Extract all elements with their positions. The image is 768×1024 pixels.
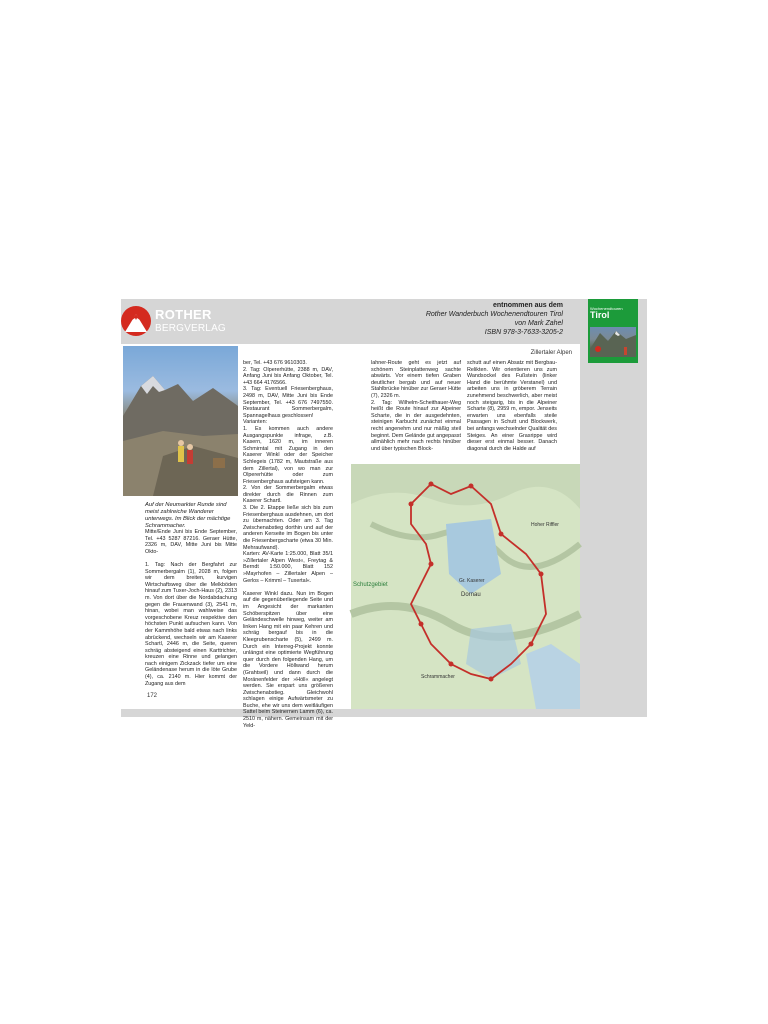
map-label-dornau: Dornau <box>461 592 481 598</box>
right-page-column-1: lahner-Route geht es jetzt auf schönem Steinplattenweg sachte abwärts. Vor einem tiefen Graben deutlicher bergab und auf neuer Stahlbrücke hinüber zur Geraer Hütte (7), 2326 m. 2. Tag: Wilhelm-Scheithauer-Weg heißt die Route hinauf zur Alpeiner Scharte, die in der ausgedehnten, steinigen Karbucht zunächst einmal recht angenehm und nur mäßig steil beginnt. Dem Gelände gut angepasst allmählich mehr nach rechts hinüber und über typischen Block- <box>371 360 461 452</box>
hikers-photo <box>123 346 238 496</box>
map-label-riffler: Hoher Riffler <box>531 522 559 528</box>
source-note <box>313 301 563 337</box>
left-page <box>121 344 381 729</box>
source-line-3: von Mark Zahel <box>514 320 563 327</box>
publisher-name: ROTHER <box>155 307 212 322</box>
photo-caption: Auf der Neumarkter Runde sind meist zahlreiche Wanderer unterwegs. Im Blick der mächtige Schrammacher. <box>145 502 231 529</box>
left-page-column-2: ber, Tel. +43 676 9610303. 2. Tag: Olpererhütte, 2388 m, DAV, Anfang Juni bis Anfang Oktober, Tel. +43 664 4176566. 3. Tag: Eventuell Friesenberghaus, 2498 m, DAV, Mitte Juni bis Ende September, Tel. +43 676 7497550. Restaurant Sommerbergalm, Spannagelhaus geschlossen! Varianten: 1. Es kommen auch andere Ausgangspunkte infrage, z.B. Kasern, 1620 m, im inneren Schmirntal mit Zugang in den Kaserer Winkl oder der Speicher Schlegeis (1782 m, Mautstraße aus dem Zillertal), von wo man zur Olpererhütte oder zum Friesenberghaus aufsteigen kann. 2. Von der Sommerbergalm etwas direkter durch die Rinnen zum Kaserer Schartl. 3. Die 2. Etappe ließe sich bis zum Friesenberghaus ausdehnen, um dort zu übernachten. Oder am 3. Tag Zwischenabstieg dorthin und auf der anderen Kerseite im Bogen bis unter die Friesenbergscharte (etwa 30 Min. Mehraufwand). Karten: AV-Karte 1:25.000, Blatt 35/1 »Zillertaler Alpen West«, Freytag & Berndt 1:50.000, Blatt 152 »Mayrhofen – Zillertaler Alpen – Gerlos – Krimml – Tuxertal«. Kaserer Winkl dazu. Nun im Bogen auf die gegenüberliegende Seite und im Angesicht der markanten Schöberspitzen über eine Geländeschwelle hinweg, weiter am linken Hang mit ein paar Kehren und schräg bergauf bis in die Kleegrubenscharte (5), 2499 m. Durch ein Interreg-Projekt konnte unlängst eine optimierte Wegführung quer durch den folgenden Hang, um die Vordere Höllwand herum (Grahtseil) und dann durch die Moränenfelder der »Höll« angelegt werden. Sie erspart uns größeren Zwischenabstieg. Gleichwohl schlagen einige Aufwärtsmeter zu Buche, ehe wir uns dem weitläufigen Sattel beim Steinernen Lamm (6), ca. 2510 m, nähern. Gemeinsam mit der Yeld- <box>243 360 333 729</box>
publisher-logo <box>121 301 231 341</box>
source-line-1: entnommen aus dem <box>492 302 563 309</box>
source-line-2: Rother Wanderbuch Wochenendtouren Tirol <box>425 311 563 318</box>
book-cover <box>588 299 638 363</box>
book-cover-series: Wochenendtouren <box>590 306 623 311</box>
book-cover-top-bar <box>588 299 638 306</box>
mountain-logo-icon <box>121 306 151 336</box>
region-header: Zillertaler Alpen <box>530 350 572 356</box>
map-label-kaserer: Gr. Kaserer <box>459 578 485 584</box>
route-map <box>351 464 580 709</box>
book-cover-photo <box>590 327 636 357</box>
publisher-sub: BERGVERLAG <box>155 323 226 334</box>
book-cover-title: Tirol <box>590 310 610 320</box>
right-page-column-2: schutt auf einen Absatz mit Bergbau-Relikten. Wir orientieren uns zum Wandsockel des Fußstein (linker Hand die berühmte Verstanel) und arbeiten uns in gröberem Terrain zunehmend beschwerlich, aber meist noch steigarig, bis in die Alpeiner Scharte (8), 2959 m, empor. Jenseits erwarten uns ebenfalls steile Passagen in Schutt und Blockwerk, bei anfangs wechselnder Qualität des Steiges. An einer Grasrippe wird dieser erst einmal besser. Danach diagonal durch die Halde auf <box>467 360 557 452</box>
page-number: 172 <box>147 693 158 699</box>
left-page-column-1: Mitte/Ende Juni bis Ende September, Tel. +43 5287 87216. Geraer Hütte, 2326 m, DAV, Mitte Juni bis Mitte Okto- 1. Tag: Nach der Bergfahrt zur Sommerbergalm (1), 2028 m, folgen wir dem breiten, kurvigen Wirtschaftsweg über die Melkböden hinauf zum Tuxer-Joch-Haus (2), 2313 m. Von dort über die Nordabdachung gegen die Frauenwand (3), 2541 m, hinan, wobei man wahlweise das vorgeschobene Kreuz respektive den höchsten Punkt aufsuchen kann. Von der Kammhöhe bald etwas nach links abrückend, wechseln wir am Kaserer Schartl, 2446 m, die Seite, queren schräg absteigend einen Karttrichter, kreuzen eine Rinne und gelangen nach einigem Zickzack tiefer um eine Geländenase herum in die löte Grube (4), ca. 2140 m. Hier kommt der Zugang aus dem <box>145 529 237 687</box>
right-page <box>351 344 580 709</box>
map-label-schutzgebiet: Schutzgebiet <box>353 582 388 588</box>
source-line-4: ISBN 978-3-7633-3205-2 <box>484 329 563 336</box>
book-spread <box>121 299 647 729</box>
map-label-schrammacher: Schrammacher <box>421 674 455 680</box>
